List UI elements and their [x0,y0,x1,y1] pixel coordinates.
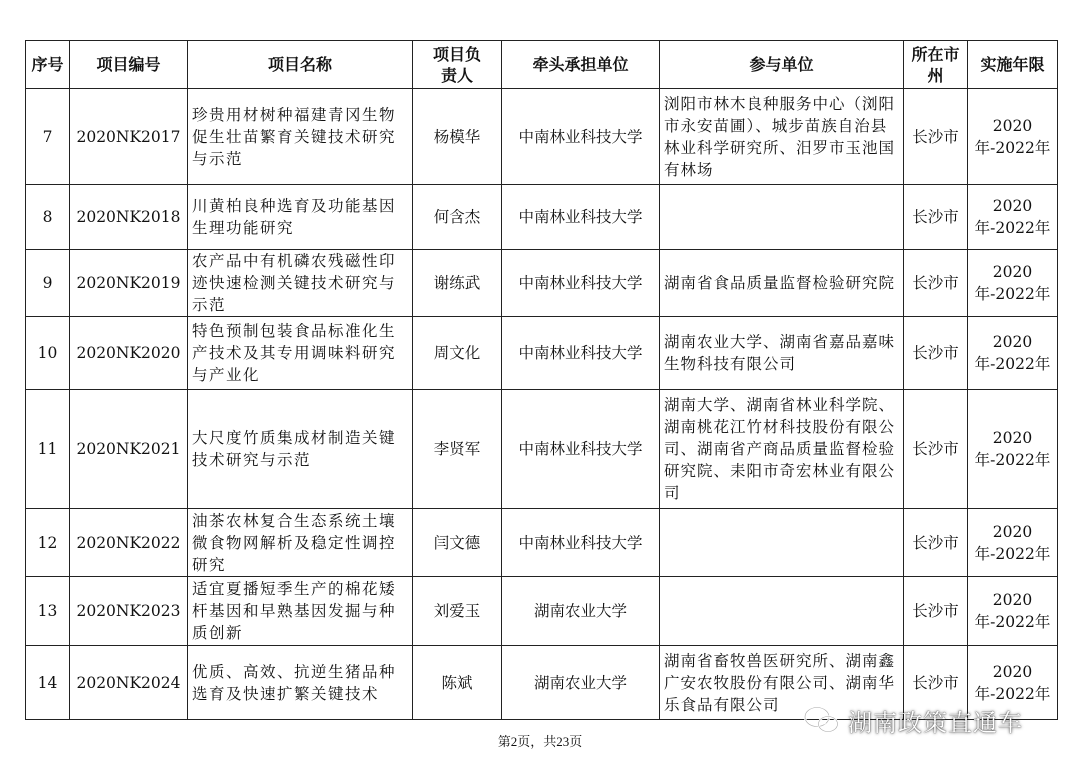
cell-seq: 11 [26,390,70,509]
header-name: 项目名称 [188,41,413,89]
header-partners: 参与单位 [660,41,904,89]
cell-lead-unit: 中南林业科技大学 [502,89,660,185]
cell-city: 长沙市 [904,185,968,250]
header-code: 项目编号 [70,41,188,89]
cell-seq: 7 [26,89,70,185]
project-table [25,40,1058,720]
cell-lead-unit: 中南林业科技大学 [502,509,660,577]
page-footer: 第2页，共23页 [497,734,583,749]
header-lead-unit: 牵头承担单位 [502,41,660,89]
cell-code: 2020NK2018 [70,185,188,250]
cell-code: 2020NK2023 [70,577,188,646]
cell-lead-unit: 湖南农业大学 [502,577,660,646]
cell-period: 2020年-2022年 [968,317,1058,390]
cell-code: 2020NK2017 [70,89,188,185]
watermark [802,702,1023,738]
cell-partners [660,577,904,646]
cell-city: 长沙市 [904,509,968,577]
cell-code: 2020NK2022 [70,509,188,577]
cell-leader: 何含杰 [413,185,502,250]
table-row [26,577,1058,646]
cell-leader: 陈斌 [413,646,502,720]
cell-code: 2020NK2021 [70,390,188,509]
cell-seq: 12 [26,509,70,577]
cell-name: 特色预制包装食品标准化生产技术及其专用调味料研究与产业化 [188,317,413,390]
cell-name: 川黄柏良种选育及功能基因生理功能研究 [188,185,413,250]
cell-leader: 杨模华 [413,89,502,185]
cell-code: 2020NK2019 [70,250,188,317]
cell-period: 2020年-2022年 [968,185,1058,250]
header-seq: 序号 [26,41,70,89]
cell-period: 2020年-2022年 [968,250,1058,317]
cell-leader: 李贤军 [413,390,502,509]
cell-name: 大尺度竹质集成材制造关键技术研究与示范 [188,390,413,509]
cell-partners [660,509,904,577]
cell-city: 长沙市 [904,646,968,720]
cell-city: 长沙市 [904,89,968,185]
cell-period: 2020年-2022年 [968,577,1058,646]
table-row [26,185,1058,250]
table-row [26,317,1058,390]
cell-name: 油茶农林复合生态系统土壤微食物网解析及稳定性调控研究 [188,509,413,577]
cell-partners: 湖南大学、湖南省林业科学院、湖南桃花江竹材科技股份有限公司、湖南省产商品质量监督检验研究院、耒阳市奇宏林业有限公司 [660,390,904,509]
wechat-icon [802,705,840,735]
cell-leader: 周文化 [413,317,502,390]
table-row [26,250,1058,317]
header-row [26,41,1058,89]
cell-lead-unit: 中南林业科技大学 [502,250,660,317]
cell-leader: 刘爱玉 [413,577,502,646]
header-city: 所在市州 [904,41,968,89]
cell-name: 优质、高效、抗逆生猪品种选育及快速扩繁关键技术 [188,646,413,720]
cell-city: 长沙市 [904,317,968,390]
cell-lead-unit: 中南林业科技大学 [502,390,660,509]
table-row [26,390,1058,509]
cell-period: 2020年-2022年 [968,89,1058,185]
cell-seq: 14 [26,646,70,720]
table-row [26,509,1058,577]
cell-name: 适宜夏播短季生产的棉花矮杆基因和早熟基因发掘与种质创新 [188,577,413,646]
header-period: 实施年限 [968,41,1058,89]
cell-seq: 8 [26,185,70,250]
cell-lead-unit: 中南林业科技大学 [502,185,660,250]
header-leader: 项目负责人 [413,41,502,89]
cell-partners [660,185,904,250]
cell-partners: 湖南省食品质量监督检验研究院 [660,250,904,317]
cell-leader: 闫文德 [413,509,502,577]
cell-city: 长沙市 [904,390,968,509]
cell-name: 珍贵用材树种福建青冈生物促生壮苗繁育关键技术研究与示范 [188,89,413,185]
cell-seq: 9 [26,250,70,317]
cell-code: 2020NK2024 [70,646,188,720]
watermark-text: 湖南政策直通车 [848,708,1023,737]
cell-lead-unit: 中南林业科技大学 [502,317,660,390]
cell-period: 2020年-2022年 [968,390,1058,509]
cell-city: 长沙市 [904,577,968,646]
cell-lead-unit: 湖南农业大学 [502,646,660,720]
cell-leader: 谢练武 [413,250,502,317]
cell-period: 2020年-2022年 [968,509,1058,577]
cell-partners: 湖南农业大学、湖南省嘉品嘉味生物科技有限公司 [660,317,904,390]
cell-partners: 湖南省畜牧兽医研究所、湖南鑫广安农牧股份有限公司、湖南华乐食品有限公司 [660,646,904,720]
cell-partners: 浏阳市林木良种服务中心（浏阳市永安苗圃）、城步苗族自治县林业科学研究所、汨罗市玉池国有林场 [660,89,904,185]
cell-city: 长沙市 [904,250,968,317]
cell-seq: 10 [26,317,70,390]
cell-code: 2020NK2020 [70,317,188,390]
table-row [26,89,1058,185]
cell-seq: 13 [26,577,70,646]
cell-period: 2020年-2022年 [968,646,1058,720]
cell-name: 农产品中有机磷农残磁性印迹快速检测关键技术研究与示范 [188,250,413,317]
